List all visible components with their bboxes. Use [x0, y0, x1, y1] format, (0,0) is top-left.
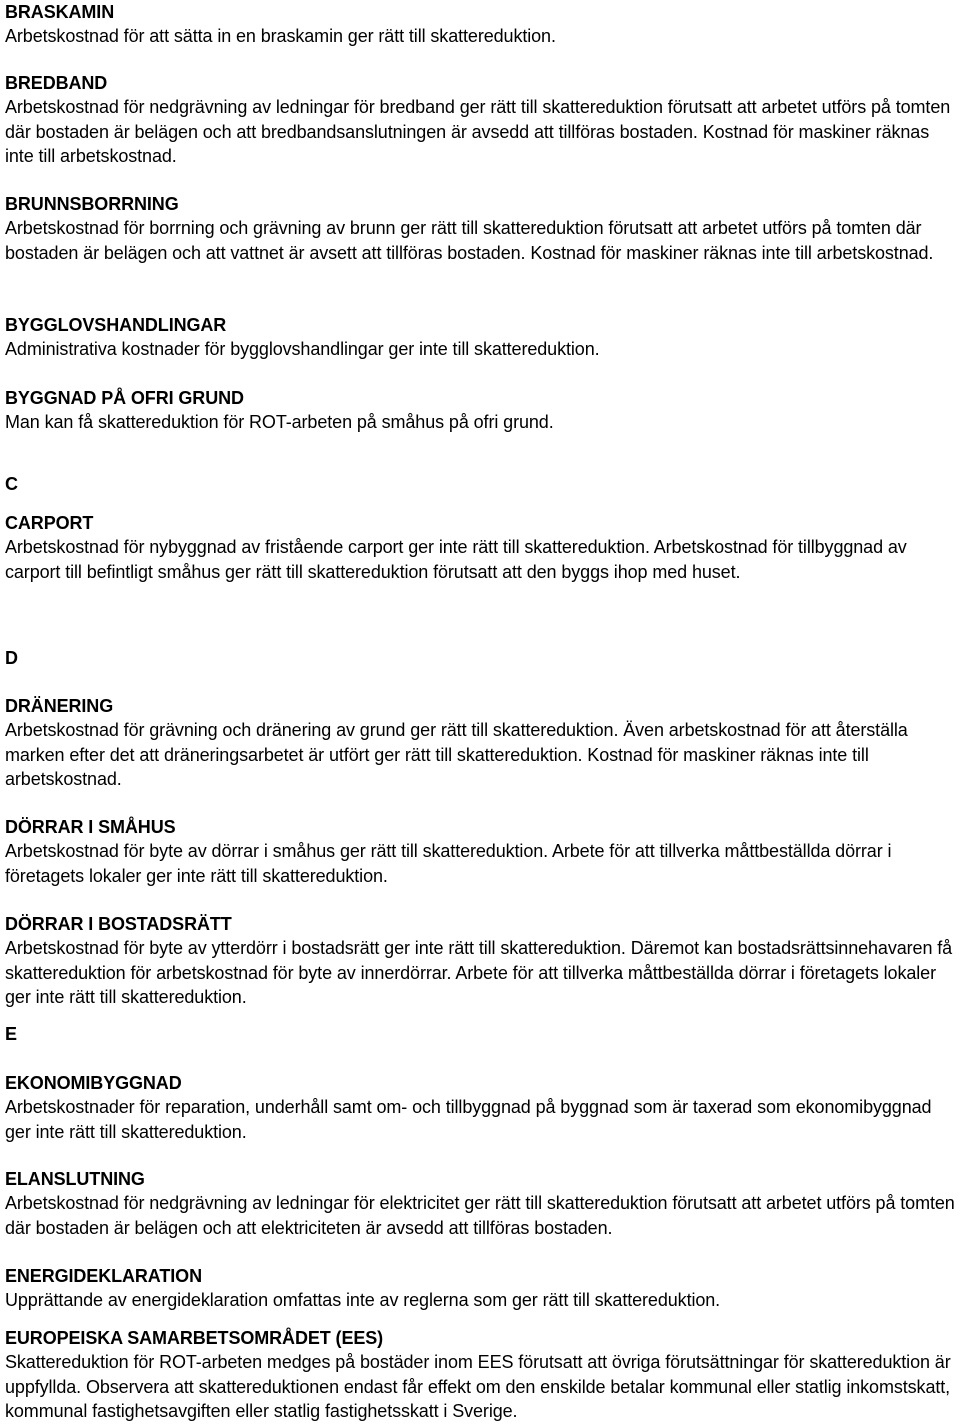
- entry-text: Arbetskostnad för grävning och dränering av grund ger rätt till skattereduktion. Även arbetskostnad för att återställa marken efter det att dräneringsarbetet är utfört ger rätt till skattereduktion. Kostnad för maskiner räknas inte till arbetskostnad.: [5, 720, 908, 789]
- entry-heading: BYGGNAD PÅ OFRI GRUND: [5, 388, 244, 408]
- entry-heading: BRUNNSBORRNING: [5, 194, 179, 214]
- entry-heading: BYGGLOVSHANDLINGAR: [5, 315, 227, 335]
- entry-text: Upprättande av energideklaration omfattas inte av reglerna som ger rätt till skattereduktion.: [5, 1290, 721, 1311]
- entry-heading: ELANSLUTNING: [5, 1169, 145, 1189]
- entry-text: Arbetskostnad för nybyggnad av fristående carport ger inte rätt till skattereduktion. Arbetskostnad för tillbyggnad av carport till befintligt småhus ger rätt till skattereduktion förutsatt att den byggs ihop med huset.: [5, 537, 907, 582]
- entry-heading: EKONOMIBYGGNAD: [5, 1073, 182, 1093]
- entry-heading: EUROPEISKA SAMARBETSOMRÅDET (EES): [5, 1328, 384, 1348]
- entry-text: Administrativa kostnader för bygglovshandlingar ger inte till skattereduktion.: [5, 339, 600, 360]
- entry-bygglovshandlingar: [5, 313, 957, 362]
- entry-dorrar-smahus: [5, 815, 957, 888]
- entry-braskamin: [5, 0, 957, 49]
- entry-elanslutning: [5, 1167, 957, 1240]
- entry-dranering: [5, 694, 957, 791]
- section-letter-c: C: [5, 474, 18, 494]
- entry-text: Arbetskostnad för nedgrävning av ledningar för elektricitet ger rätt till skattereduktion förutsatt att arbetet utförs på tomten där bostaden är belägen och att elektriciteten är avsedd att tillföras bostaden.: [5, 1193, 955, 1238]
- entry-text: Arbetskostnader för reparation, underhåll samt om- och tillbyggnad på byggnad som är taxerad som ekonomibyggnad ger inte rätt till skattereduktion.: [5, 1097, 932, 1142]
- entry-dorrar-bostadsratt: [5, 912, 957, 1009]
- entry-heading: DÖRRAR I BOSTADSRÄTT: [5, 914, 232, 934]
- entry-heading: CARPORT: [5, 513, 94, 533]
- entry-text: Arbetskostnad för byte av ytterdörr i bostadsrätt ger inte rätt till skattereduktion. Däremot kan bostadsrättsinnehavaren få skattereduktion för arbetskostnad för byte av innerdörrar. Arbete för att tillverka måttbeställda dörrar i företagets lokaler ger inte rätt till skattereduktion.: [5, 938, 953, 1007]
- entry-text: Arbetskostnad för byte av dörrar i småhus ger rätt till skattereduktion. Arbete för att tillverka måttbeställda dörrar i företagets lokaler ger inte rätt till skattereduktion.: [5, 841, 892, 886]
- entry-heading: DRÄNERING: [5, 696, 114, 716]
- entry-brunnsborrning: [5, 192, 957, 265]
- entry-bredband: [5, 71, 957, 168]
- entry-ekonomibyggnad: [5, 1071, 957, 1144]
- entry-text: Arbetskostnad för borrning och grävning av brunn ger rätt till skattereduktion förutsatt att arbetet utförs på tomten där bostaden är belägen och att vattnet är avsett att tillföras bostaden. Kostnad för maskiner räknas inte till arbetskostnad.: [5, 218, 934, 263]
- entry-heading: ENERGIDEKLARATION: [5, 1266, 202, 1286]
- entry-text: Arbetskostnad för nedgrävning av ledningar för bredband ger rätt till skattereduktion förutsatt att arbetet utförs på tomten där bostaden är belägen och att bredbandsanslutningen är avsedd att tillföras bostaden. Kostnad för maskiner räknas inte till arbetskostnad.: [5, 97, 951, 166]
- entry-byggnad-ofri-grund: [5, 386, 957, 435]
- section-letter-e: E: [5, 1024, 18, 1044]
- entry-text: Man kan få skattereduktion för ROT-arbeten på småhus på ofri grund.: [5, 412, 554, 433]
- entry-heading: BREDBAND: [5, 73, 108, 93]
- entry-heading: BRASKAMIN: [5, 2, 115, 22]
- entry-text: Skattereduktion för ROT-arbeten medges på bostäder inom EES förutsatt att övriga förutsättningar för skattereduktion är uppfyllda. Observera att skattereduktionen endast får effekt om den enskilde betalar kommunal eller statlig inkomstskatt, kommunal fastighetsavgiften eller statlig fastighetsskatt i Sverige.: [5, 1352, 951, 1421]
- entry-energideklaration: [5, 1264, 957, 1313]
- section-letter-d: D: [5, 648, 18, 668]
- entry-heading: DÖRRAR I SMÅHUS: [5, 817, 176, 837]
- entry-ees: [5, 1326, 957, 1423]
- entry-text: Arbetskostnad för att sätta in en braskamin ger rätt till skattereduktion.: [5, 26, 556, 47]
- entry-carport: [5, 511, 957, 584]
